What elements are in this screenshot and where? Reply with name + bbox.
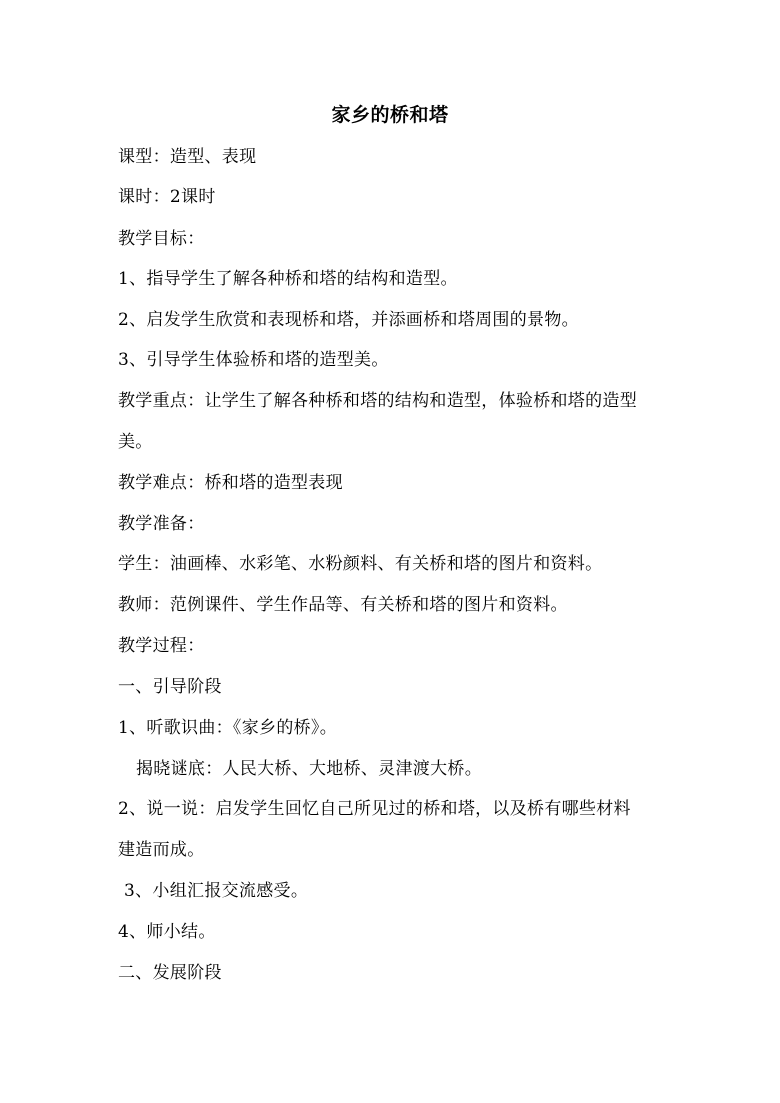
key-points-line: 教学重点：让学生了解各种桥和塔的结构和造型，体验桥和塔的造型 <box>118 391 637 411</box>
student-materials-line: 学生：油画棒、水彩笔、水粉颜料、有关桥和塔的图片和资料。 <box>118 554 603 574</box>
difficulties-line: 教学难点：桥和塔的造型表现 <box>118 473 343 493</box>
step-2-continuation: 建造而成。 <box>118 840 205 860</box>
document-title: 家乡的桥和塔 <box>331 104 449 126</box>
step-3-line: 3、小组汇报交流感受。 <box>124 881 309 901</box>
step-2-line: 2、说一说：启发学生回忆自己所见过的桥和塔，以及桥有哪些材料 <box>118 799 631 819</box>
step-4-line: 4、师小结。 <box>118 922 216 942</box>
step-1-line: 1、听歌识曲：《家乡的桥》。 <box>118 718 338 738</box>
goal-2-line: 2、启发学生欣赏和表现桥和塔，并添画桥和塔周围的景物。 <box>118 310 579 330</box>
goal-3-line: 3、引导学生体验桥和塔的造型美。 <box>118 350 389 370</box>
lesson-type-line: 课型：造型、表现 <box>118 147 257 167</box>
section-1-heading: 一、引导阶段 <box>118 677 222 697</box>
teaching-process-heading: 教学过程： <box>118 636 205 656</box>
lesson-hours-line: 课时：2课时 <box>118 187 216 207</box>
goal-1-line: 1、指导学生了解各种桥和塔的结构和造型。 <box>118 269 458 289</box>
key-points-continuation: 美。 <box>118 432 153 452</box>
section-2-heading: 二、发展阶段 <box>118 963 222 983</box>
teaching-goals-heading: 教学目标： <box>118 229 205 249</box>
riddle-answer-line: 揭晓谜底：人民大桥、大地桥、灵津渡大桥。 <box>136 759 482 779</box>
teacher-materials-line: 教师：范例课件、学生作品等、有关桥和塔的图片和资料。 <box>118 595 568 615</box>
preparation-heading: 教学准备： <box>118 514 205 534</box>
